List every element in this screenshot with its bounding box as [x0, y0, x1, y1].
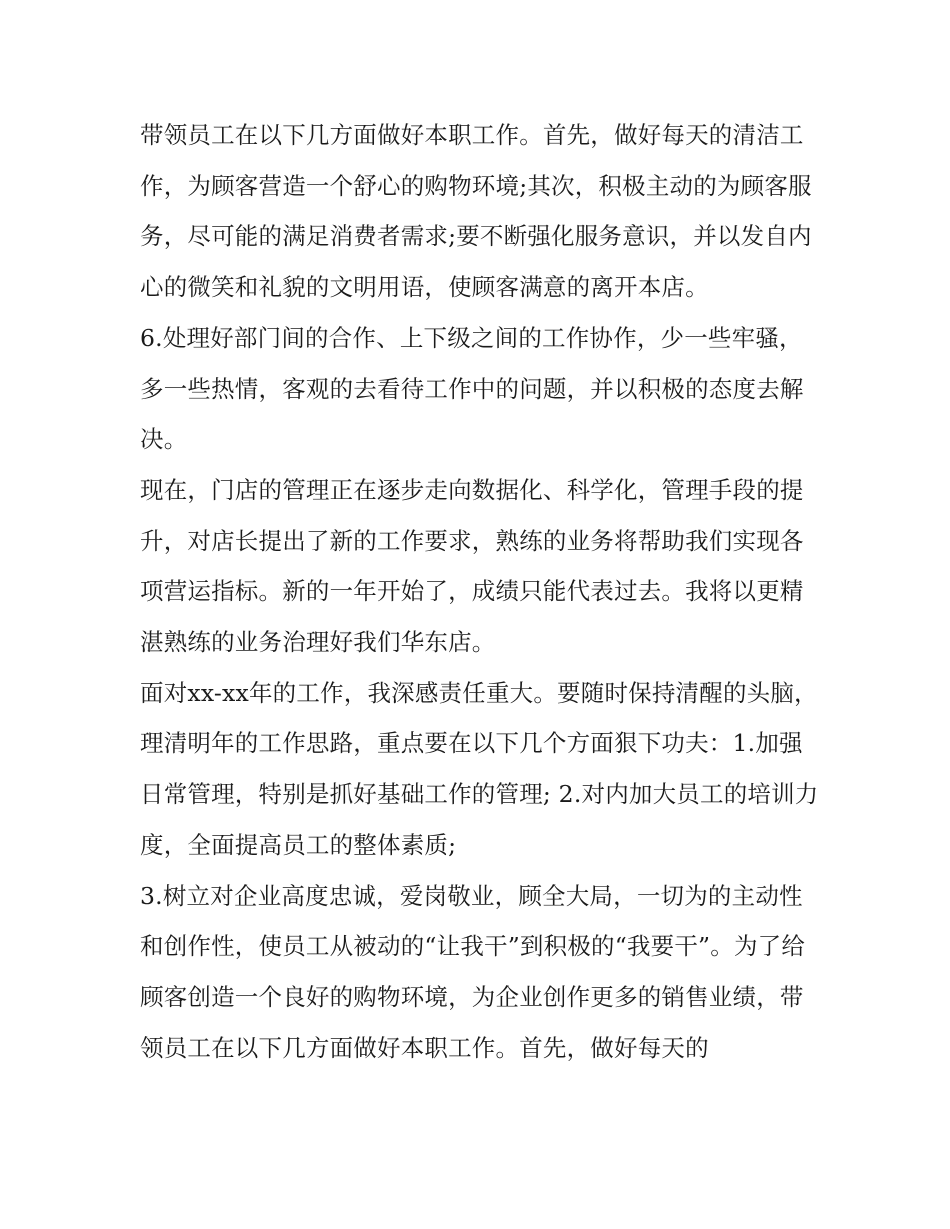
paragraph-1: 带领员工在以下几方面做好本职工作。首先，做好每天的清洁工作，为顾客营造一个舒心的购物环境;其次，积极主动的为顾客服务，尽可能的满足消费者需求;要不断强化服务意识，并以发自内心的微笑和礼貌的文明用语，使顾客满意的离开本店。 — [140, 121, 812, 302]
paragraph-2: 6.处理好部门间的合作、上下级之间的工作协作，少一些牢骚，多一些热情，客观的去看待工作中的问题，并以积极的态度去解决。 — [140, 323, 804, 454]
paragraph-5: 3.树立对企业高度忠诚，爱岗敬业，顾全大局，一切为的主动性和创作性，使员工从被动的“让我干”到积极的“我要干”。为了给顾客创造一个良好的购物环境，为企业创作更多的销售业绩，带领员工在以下几方面做好本职工作。首先，做好每天的 — [140, 881, 806, 1062]
document-body — [140, 110, 820, 1073]
paragraph-3: 现在，门店的管理正在逐步走向数据化、科学化，管理手段的提升，对店长提出了新的工作要求，熟练的业务将帮助我们实现各项营运指标。新的一年开始了，成绩只能代表过去。我将以更精湛熟练的业务治理好我们华东店。 — [140, 475, 804, 657]
paragraph-4: 面对xx-xx年的工作，我深感责任重大。要随时保持清醒的头脑，理清明年的工作思路，重点要在以下几个方面狠下功夫：1.加强日常管理，特别是抓好基础工作的管理; 2.对内加大员工的培训力度，全面提高员工的整体素质; — [140, 678, 819, 859]
